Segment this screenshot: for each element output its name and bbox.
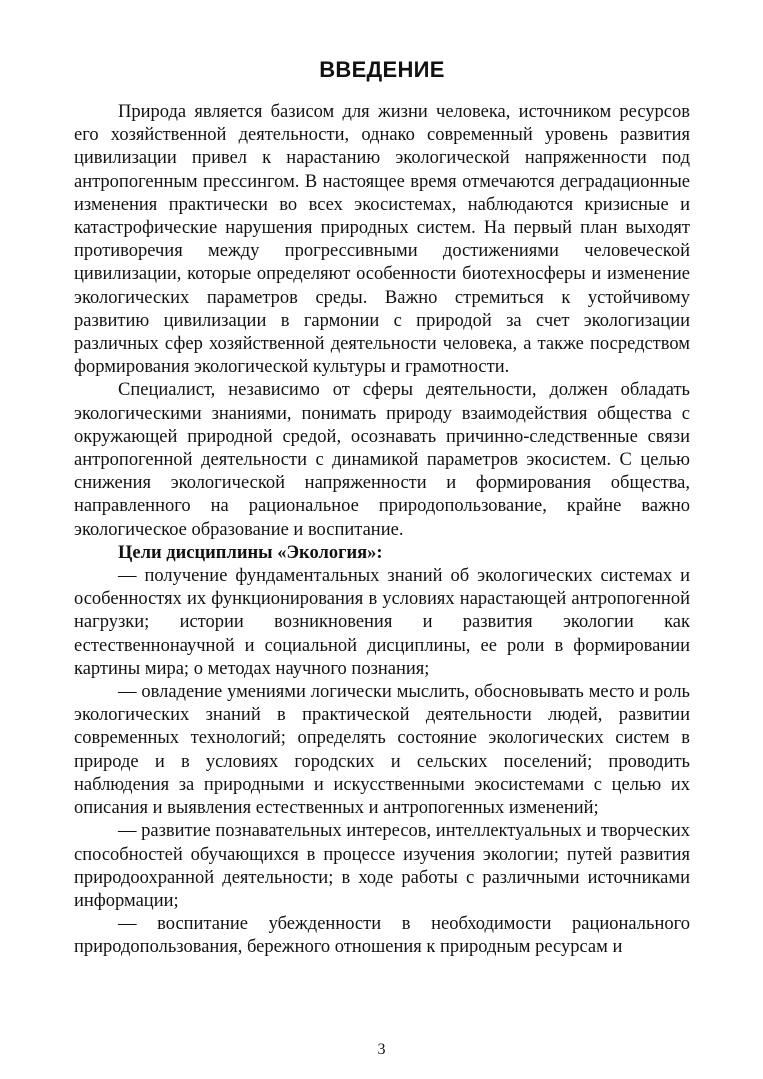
page-number: 3: [377, 1041, 386, 1058]
goal-item-3: — развитие познавательных интересов, интеллектуальных и творческих способностей обучающихся в процессе изучения экологии; путей развития природоохранной деятельности; в ходе работы с различными источниками информации;: [74, 821, 690, 911]
intro-paragraph-1: Природа является базисом для жизни человека, источником ресурсов его хозяйственной деятельности, однако современный уровень развития цивилизации привел к нарастанию экологической напряженности под антропогенным прессингом. В настоящее время отмечаются деградационные изменения практически во всех экосистемах, наблюдаются кризисные и катастрофические нарушения природных систем. На первый план выходят противоречия между прогрессивными достижениями человеческой цивилизации, которые определяют особенности биотехносферы и изменение экологических параметров среды. Важно стремиться к устойчивому развитию цивилизации в гармонии с природой за счет экологизации различных сфер хозяйственной деятельности человека, а также посредством формирования экологической культуры и грамотности.: [74, 102, 690, 378]
goal-item-2: — овладение умениями логически мыслить, обосновывать место и роль экологических знаний в практической деятельности людей, развитии современных технологий; определять состояние экологических систем в природе и в условиях городских и сельских поселений; проводить наблюдения за природными и искусственными экосистемами с целью их описания и выявления естественных и антропогенных изменений;: [74, 682, 690, 819]
goal-item-1: — получение фундаментальных знаний об экологических системах и особенностях их функционирования в условиях нарастающей антропогенной нагрузки; истории возникновения и развития экологии как естественнонаучной и социальной дисциплины, ее роли в формировании картины мира; о методах научного познания;: [74, 566, 690, 679]
goal-item-4: — воспитание убежденности в необходимости рационального природопользования, бережного отношения к природным ресурсам и: [74, 914, 690, 958]
page-title: ВВЕДЕНИЕ: [319, 57, 445, 82]
intro-paragraph-2: Специалист, независимо от сферы деятельности, должен обладать экологическими знаниями, понимать природу взаимодействия общества с окружающей природной средой, осознавать причинно-следственные связи антропогенной деятельности с динамикой параметров экосистем. С целью снижения экологической напряженности и формирования общества, направленного на рациональное природопользование, крайне важно экологическое образование и воспитание.: [74, 380, 690, 540]
page-content: [74, 50, 690, 960]
goals-heading: Цели дисциплины «Экология»:: [118, 542, 383, 563]
